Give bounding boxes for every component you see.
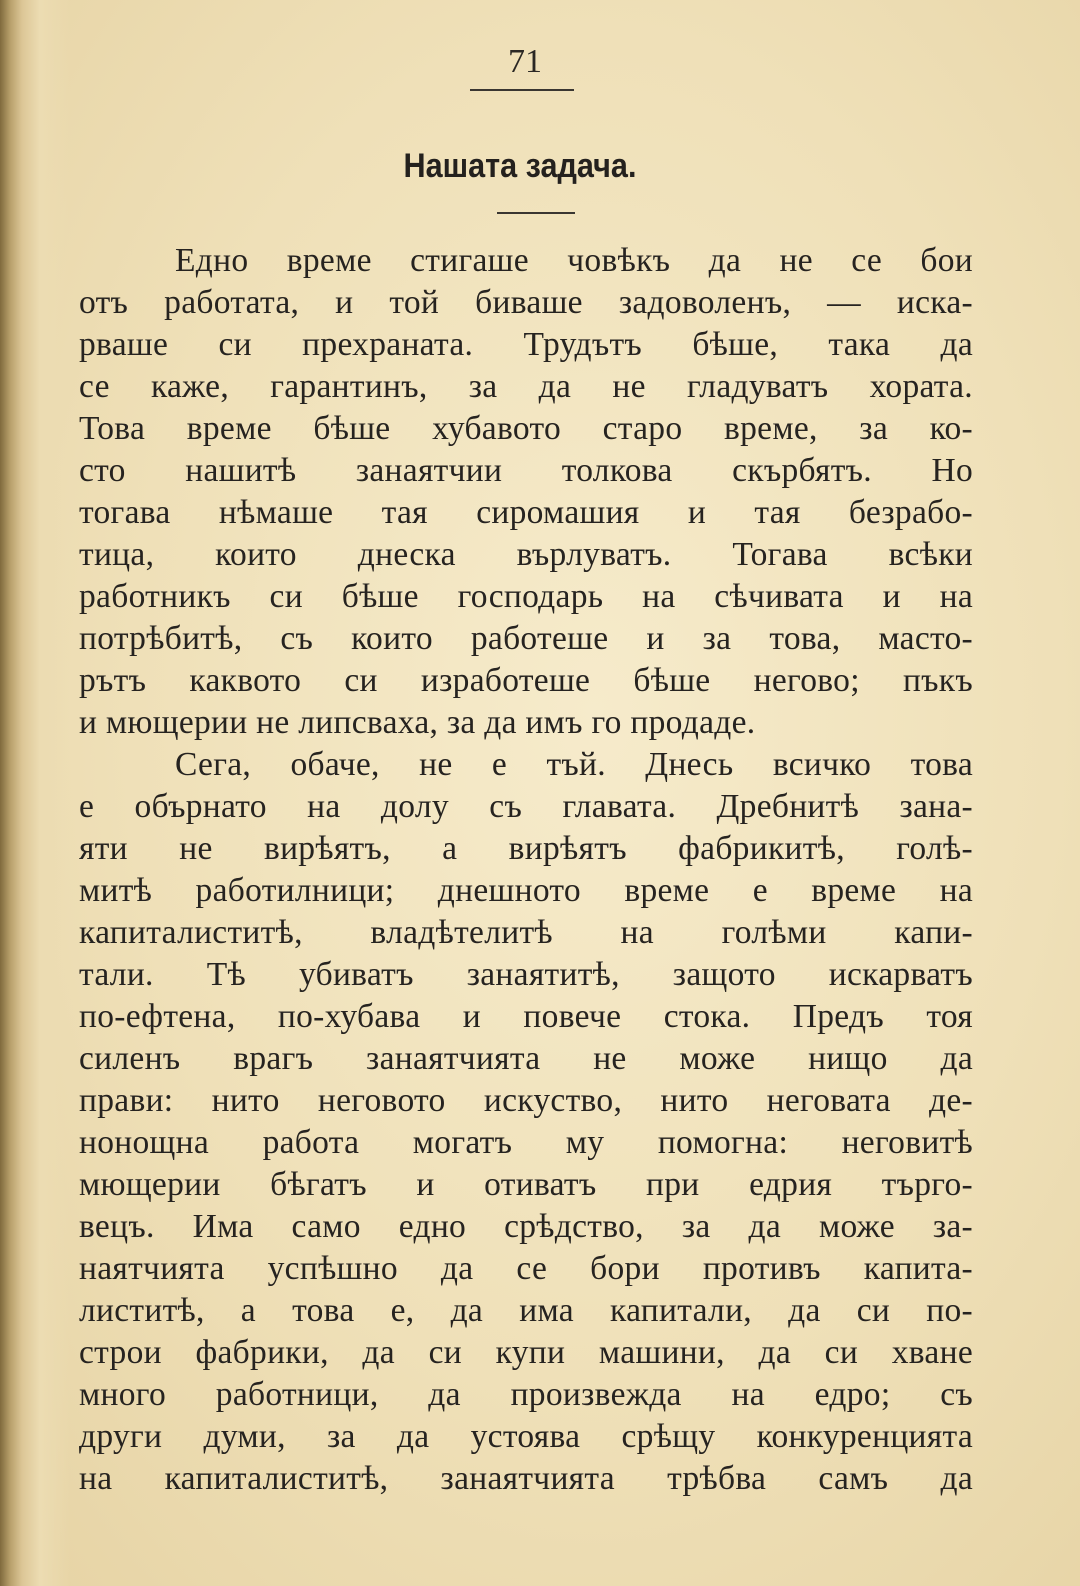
text-line: капиталиститѣ, владѣтелитѣ на голѣми капи- xyxy=(79,914,973,951)
text-line: тали. Тѣ убиватъ занаятитѣ, защото искарватъ xyxy=(79,956,973,993)
text-line: митѣ работилници; днешното време е време на xyxy=(79,872,973,909)
text-line: рътъ каквото си изработеше бѣше негово; пъкъ xyxy=(79,662,973,699)
text-line: отъ работата, и той биваше задоволенъ, — иска- xyxy=(79,284,973,321)
text-line: мющерии бѣгатъ и отиватъ при едрия търго- xyxy=(79,1166,973,1203)
text-line: прави: нито неговото искуство, нито неговата де- xyxy=(79,1082,973,1119)
text-line: потрѣбитѣ, съ които работеше и за това, масто- xyxy=(79,620,973,657)
text-line: рваше си прехраната. Трудътъ бѣше, така да xyxy=(79,326,973,363)
page-number-rule xyxy=(470,89,574,91)
text-line: Едно време стигаше човѣкъ да не се бои xyxy=(175,242,973,279)
text-line: силенъ врагъ занаятчията не може нищо да xyxy=(79,1040,973,1077)
text-line: листитѣ, а това е, да има капитали, да си по- xyxy=(79,1292,973,1329)
text-line: Сега, обаче, не е тъй. Днесь всичко това xyxy=(175,746,973,783)
text-line: наятчията успѣшно да се бори противъ капита- xyxy=(79,1250,973,1287)
text-line: много работници, да произвежда на едро; съ xyxy=(79,1376,973,1413)
text-line: яти не вирѣятъ, а вирѣятъ фабрикитѣ, голѣ- xyxy=(79,830,973,867)
text-line: работникъ си бѣше господарь на сѣчивата и на xyxy=(79,578,973,615)
text-line: тица, които днеска върлуватъ. Тогава всѣки xyxy=(79,536,973,573)
text-line: други думи, за да устоява срѣщу конкуренцията xyxy=(79,1418,973,1455)
text-line: вецъ. Има само едно срѣдство, за да може за- xyxy=(79,1208,973,1245)
text-line: по-ефтена, по-хубава и повече стока. Предъ тоя xyxy=(79,998,973,1035)
text-line: и мющерии не липсваха, за да имъ го продаде. xyxy=(79,704,756,741)
chapter-title: Нашата задача. xyxy=(403,147,637,185)
text-line: тогава нѣмаше тая сиромашия и тая безрабо- xyxy=(79,494,973,531)
text-line: строи фабрики, да си купи машини, да си хване xyxy=(79,1334,973,1371)
text-line: сто нашитѣ занаятчии толкова скърбятъ. Но xyxy=(79,452,973,489)
page-number: 71 xyxy=(508,43,542,80)
title-divider xyxy=(497,212,575,214)
text-line: Това време бѣше хубавото старо време, за ко- xyxy=(79,410,973,447)
text-line: е обърнато на долу съ главата. Дребнитѣ зана- xyxy=(79,788,973,825)
body-text xyxy=(79,240,973,1500)
text-line: се каже, гарантинъ, за да не гладуватъ хората. xyxy=(79,368,973,405)
text-line: на капиталиститѣ, занаятчията трѣбва самъ да xyxy=(79,1460,973,1497)
text-line: нонощна работа могатъ му помогна: неговитѣ xyxy=(79,1124,973,1161)
